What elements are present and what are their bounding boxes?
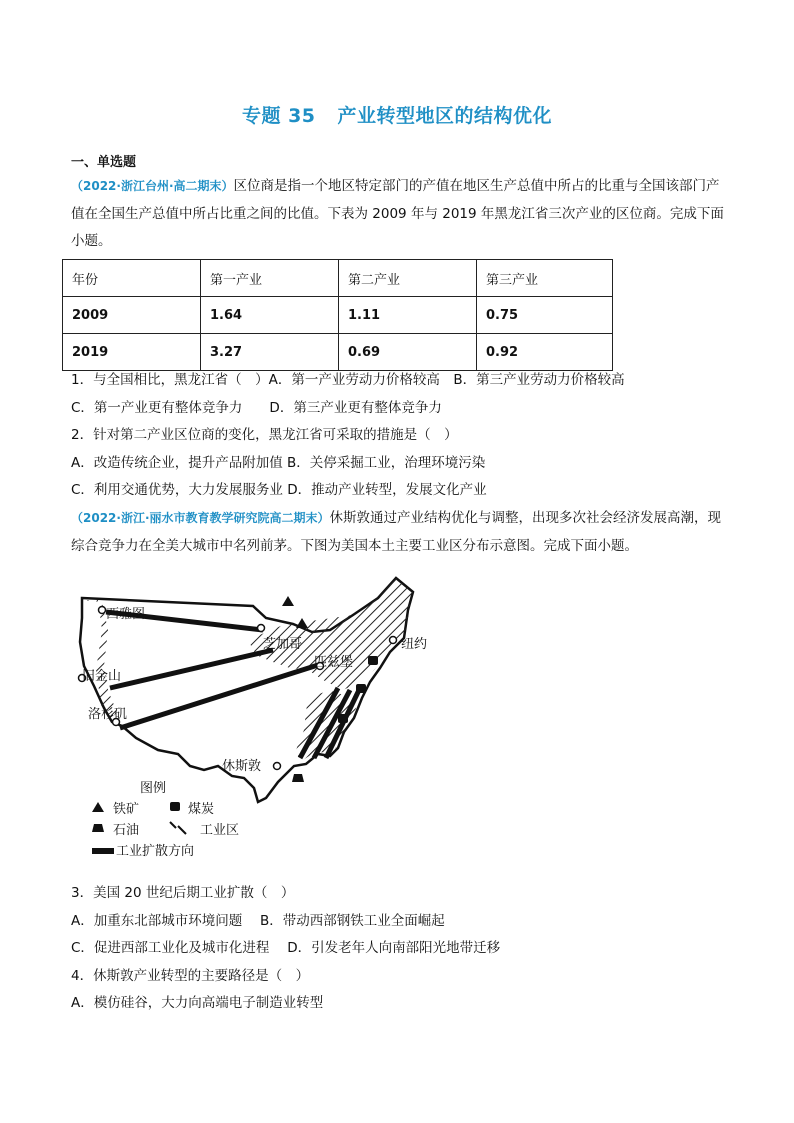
map-legend <box>92 781 239 859</box>
city-label: 西雅图 <box>106 607 146 622</box>
coal-marker <box>356 684 366 693</box>
table-row <box>63 334 613 371</box>
oil-marker <box>292 774 304 782</box>
table-cell: 3.27 <box>201 334 339 371</box>
legend-iron: 铁矿 <box>113 802 140 817</box>
city-label: 洛杉矶 <box>88 707 128 722</box>
passage-1-text: 区位商是指一个地区特定部门的产值在地区生产总值中所占的比重与全国该部门产值在全国生产总值中所占比重之间的比值。下表为 2009 年与 2019 年黑龙江省三次产业的区位商。完成下面小题。 <box>71 178 724 249</box>
city-dot <box>258 625 265 632</box>
table-header-cell: 年份 <box>63 260 201 297</box>
question-2-options-cd: C．利用交通优势，大力发展服务业 D．推动产业转型，发展文化产业 <box>71 482 487 498</box>
legend-spread: 工业扩散方向 <box>116 844 195 859</box>
passage-2 <box>71 505 726 560</box>
location-quotient-table <box>62 259 613 371</box>
page-title <box>0 101 794 128</box>
passage-2-text: 休斯敦通过产业结构优化与调整，出现多次社会经济发展高潮，现综合竞争力在全美大城市中名列前茅。下图为美国本土主要工业区分布示意图。完成下面小题。 <box>71 510 722 554</box>
table-cell: 2009 <box>63 297 201 334</box>
table-cell: 0.75 <box>477 297 613 334</box>
city-label: 休斯敦 <box>222 759 262 774</box>
question-2-options-ab: A．改造传统企业，提升产品附加值 B．关停采掘工业，治理环境污染 <box>71 455 486 471</box>
passage-2-source: （2022·浙江·丽水市教育教学研究院高二期末） <box>71 511 330 525</box>
legend-title: 图例 <box>140 781 167 796</box>
question-3-options-cd: C．促进西部工业化及城市化进程 D．引发老年人向南部阳光地带迁移 <box>71 940 501 956</box>
table-header-cell: 第二产业 <box>339 260 477 297</box>
legend-industry: 工业区 <box>200 823 240 838</box>
city-label: 匹兹堡 <box>314 655 354 670</box>
table-header-cell: 第三产业 <box>477 260 613 297</box>
city-label: 芝加哥 <box>263 637 303 652</box>
city-label: 纽约 <box>401 637 428 652</box>
passage-1 <box>71 173 726 256</box>
question-3-options-ab: A．加重东北部城市环境问题 B．带动西部钢铁工业全面崛起 <box>71 913 445 929</box>
coal-marker <box>338 714 348 723</box>
table-cell: 2019 <box>63 334 201 371</box>
title-text: 产业转型地区的结构优化 <box>337 105 553 127</box>
question-1-stem: 1．与全国相比，黑龙江省（ ）A．第一产业劳动力价格较高 B．第三产业劳动力价格较高 <box>71 372 625 388</box>
question-4-stem: 4．休斯敦产业转型的主要路径是（ ） <box>71 968 310 984</box>
table-cell: 1.64 <box>201 297 339 334</box>
section-heading: 一、单选题 <box>71 155 137 170</box>
table-cell: 0.69 <box>339 334 477 371</box>
table-header-row <box>63 260 613 297</box>
iron-ore-marker <box>282 596 294 606</box>
coal-marker <box>368 656 378 665</box>
table-cell: 1.11 <box>339 297 477 334</box>
title-number: 专题 35 <box>241 105 316 127</box>
us-industry-map <box>68 570 438 860</box>
city-label: 旧金山 <box>82 669 122 684</box>
question-4-option-a: A．模仿硅谷，大力向高端电子制造业转型 <box>71 995 324 1011</box>
table-row <box>63 297 613 334</box>
question-3-stem: 3．美国 20 世纪后期工业扩散（ ） <box>71 885 295 901</box>
city-dot <box>390 637 397 644</box>
question-2-stem: 2．针对第二产业区位商的变化，黑龙江省可采取的措施是（ ） <box>71 427 458 443</box>
table-header-cell: 第一产业 <box>201 260 339 297</box>
city-dot <box>274 763 281 770</box>
question-1-options: C．第一产业更有整体竞争力 D．第三产业更有整体竞争力 <box>71 400 442 416</box>
passage-1-source: （2022·浙江台州·高二期末） <box>71 179 234 193</box>
legend-oil: 石油 <box>113 823 140 838</box>
city-dot <box>99 607 106 614</box>
legend-coal: 煤炭 <box>188 802 215 817</box>
table-cell: 0.92 <box>477 334 613 371</box>
